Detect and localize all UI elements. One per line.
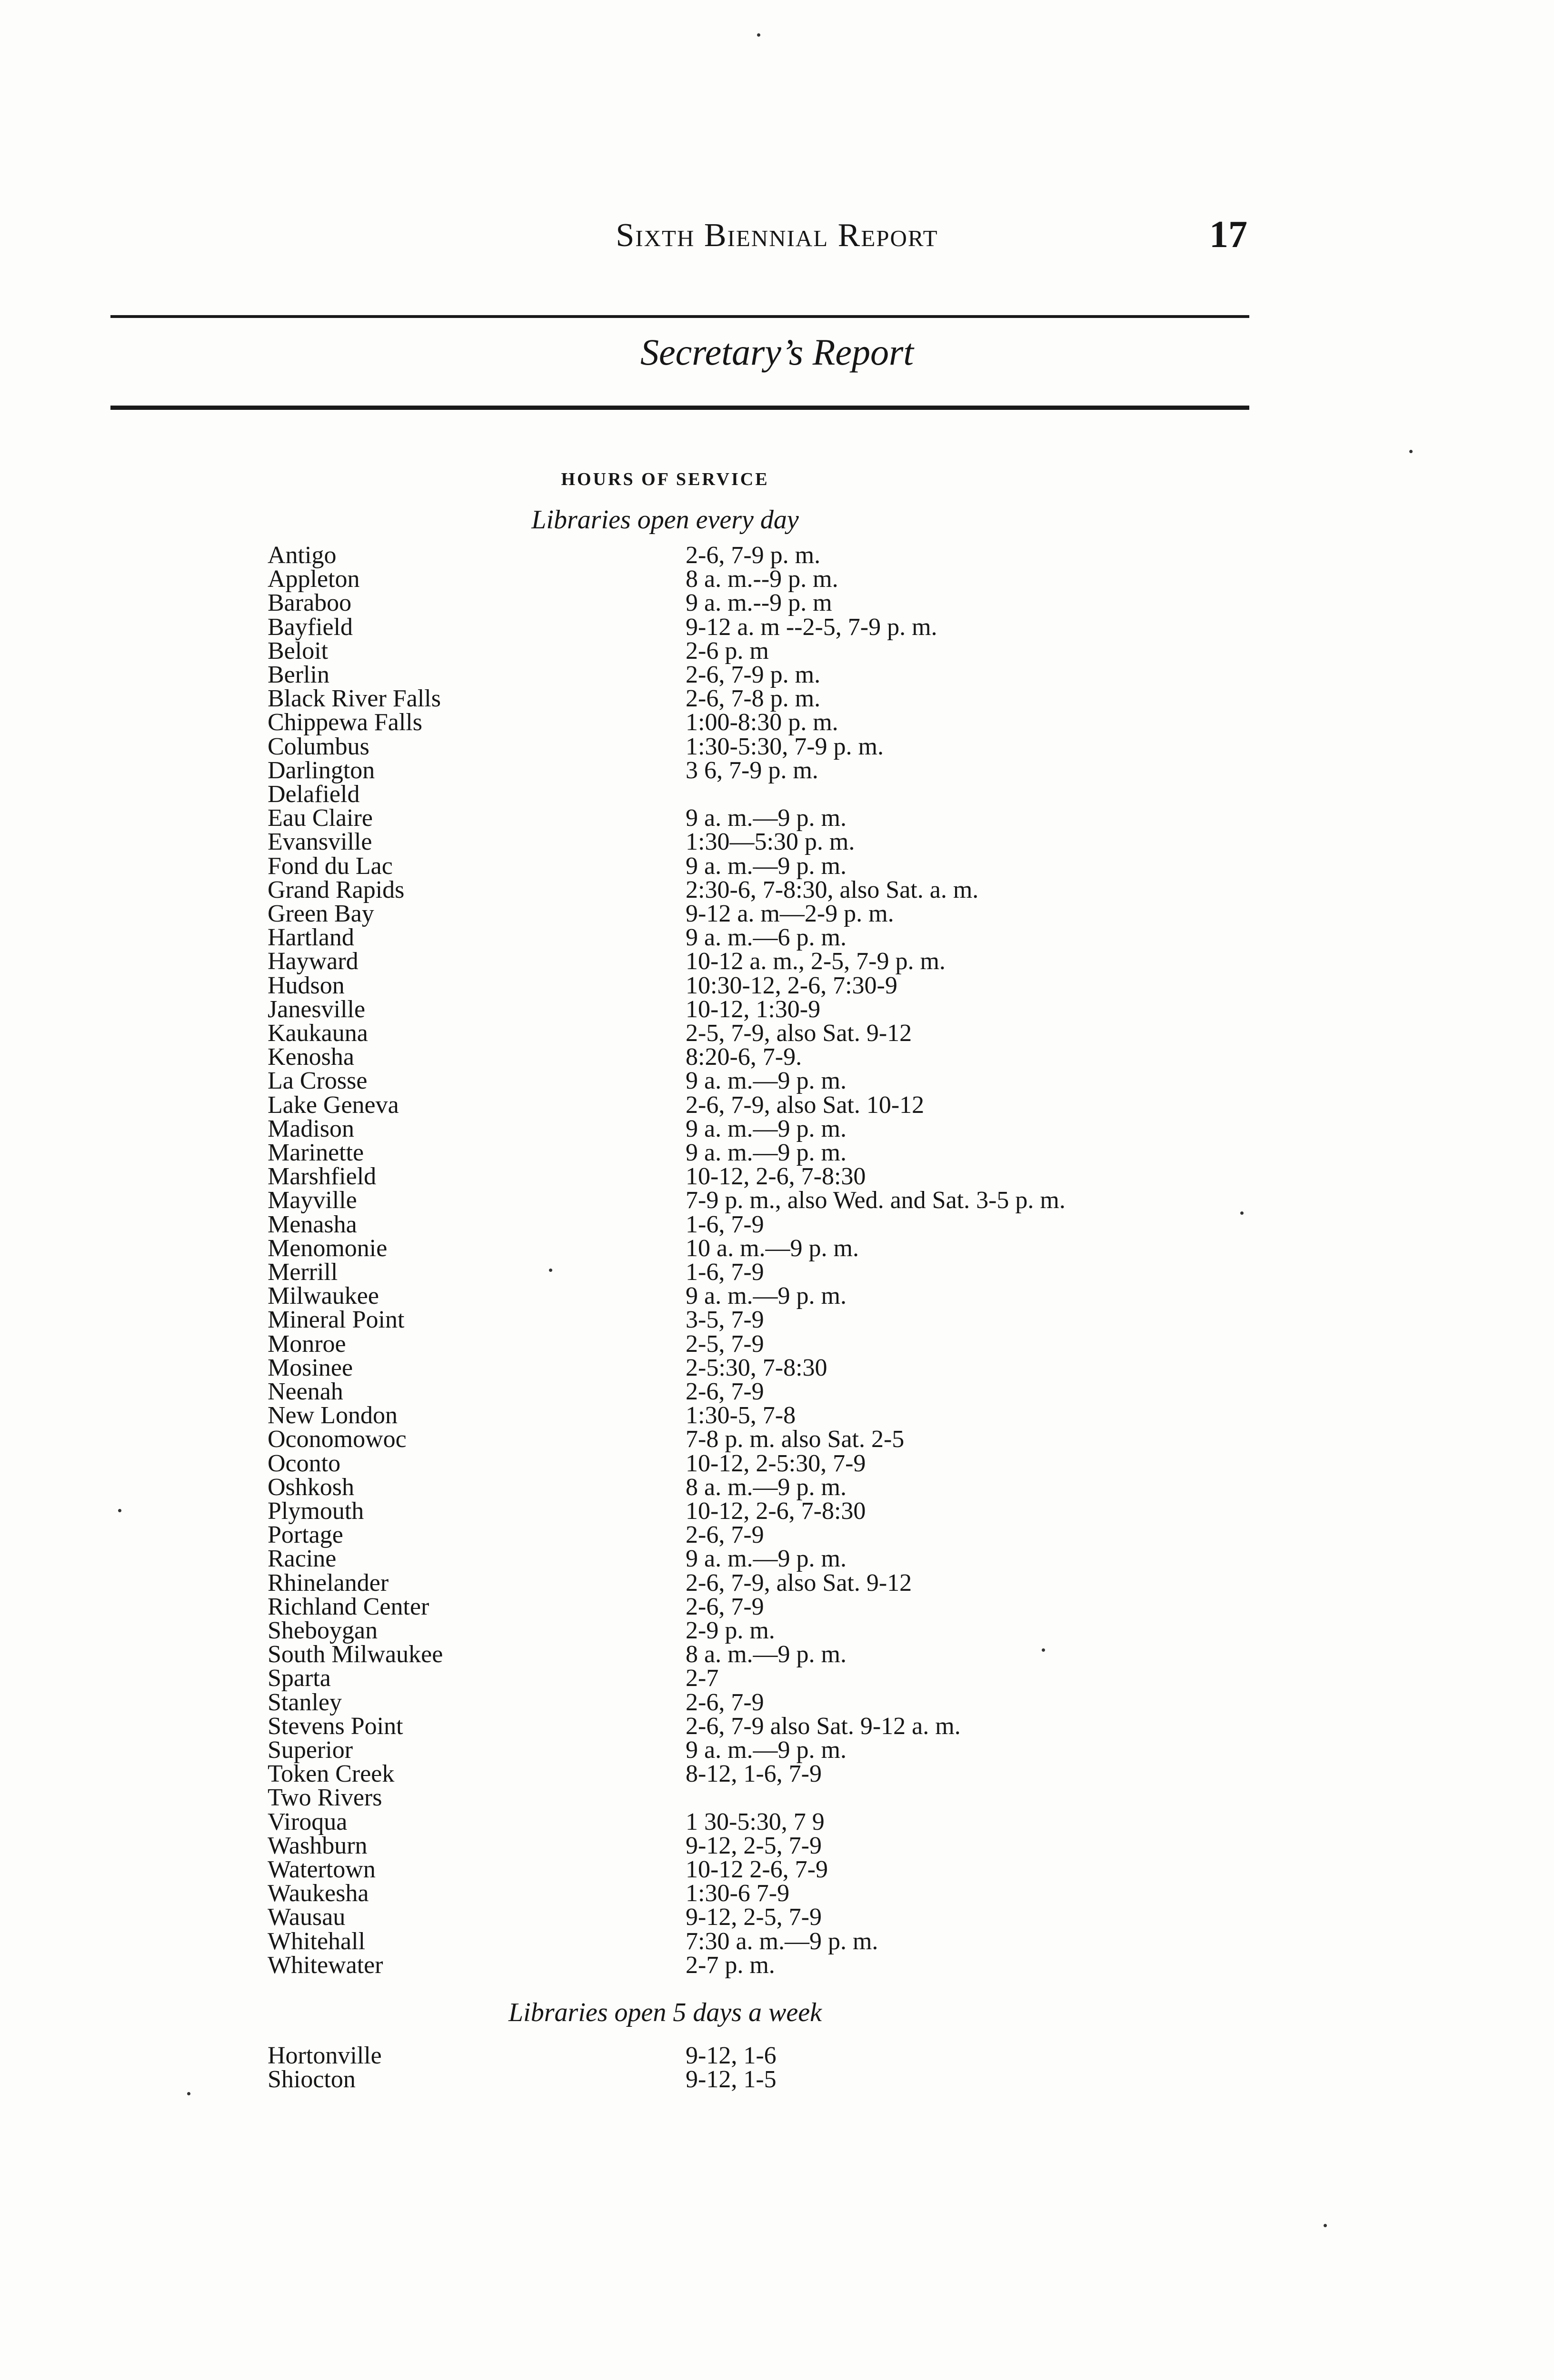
library-hours: 2-5, 7-9 [686,1330,764,1358]
library-hours: 8:20-6, 7-9. [686,1043,802,1071]
library-hours: 9 a. m.—9 p. m. [686,1067,847,1094]
library-name: South Milwaukee [268,1641,443,1668]
table-row [0,1882,1554,1905]
library-hours: 9 a. m.—9 p. m. [686,804,847,832]
library-hours: 8 a. m.--9 p. m. [686,565,838,593]
table-row [0,1069,1554,1093]
table-row [0,1476,1554,1499]
library-hours: 2-6, 7-9 [686,1689,764,1716]
table-row [0,1428,1554,1451]
table-row [0,663,1554,687]
library-name: Token Creek [268,1760,395,1787]
table-row [0,615,1554,639]
library-hours: 9-12, 2-5, 7-9 [686,1904,822,1931]
library-name: Grand Rapids [268,876,405,903]
table-row [0,806,1554,830]
table-row [0,1619,1554,1643]
library-name: Menomonie [268,1235,388,1262]
table-row [0,1643,1554,1666]
library-hours: 10-12 a. m., 2-5, 7-9 p. m. [686,948,946,975]
library-name: Green Bay [268,900,374,927]
library-hours: 3-5, 7-9 [686,1306,764,1333]
table-row [0,1165,1554,1189]
library-hours: 2-7 [686,1665,719,1692]
table-row [0,2068,1554,2092]
table-row [0,926,1554,950]
library-name: Sparta [268,1665,331,1692]
table-row [0,1332,1554,1356]
library-hours: 7-9 p. m., also Wed. and Sat. 3-5 p. m. [686,1187,1066,1214]
table-row [0,759,1554,783]
library-name: Whitewater [268,1952,383,1979]
table-row [0,1189,1554,1212]
library-name: Appleton [268,565,360,593]
library-name: Baraboo [268,589,352,616]
scan-speck [549,1269,552,1272]
library-name: Darlington [268,757,375,784]
library-hours: 10:30-12, 2-6, 7:30-9 [686,972,897,999]
library-name: Plymouth [268,1497,364,1525]
table-row [0,1547,1554,1571]
library-name: Stevens Point [268,1713,403,1740]
library-name: Superior [268,1736,353,1764]
library-name: Oconto [268,1450,341,1477]
library-name: Stanley [268,1689,342,1716]
table-row [0,1093,1554,1117]
library-name: Hortonville [268,2042,382,2069]
library-name: Kenosha [268,1043,354,1071]
library-hours: 2-6, 7-9, also Sat. 9-12 [686,1569,912,1597]
library-name: Mosinee [268,1354,353,1381]
library-hours: 2-6, 7-9 [686,1593,764,1620]
table-row [0,1595,1554,1619]
library-hours: 1:00-8:30 p. m. [686,709,838,736]
library-hours: 7-8 p. m. also Sat. 2-5 [686,1426,905,1453]
library-hours: 1:30-5, 7-8 [686,1402,796,1429]
table-row [0,1834,1554,1858]
library-name: Beloit [268,637,329,664]
library-hours: 9 a. m.—9 p. m. [686,1545,847,1572]
table-row [0,1213,1554,1237]
library-hours: 2-6, 7-9, also Sat. 10-12 [686,1091,925,1119]
table-row [0,735,1554,759]
library-hours: 9 a. m.—9 p. m. [686,1736,847,1764]
table-row [0,950,1554,973]
library-name: Marshfield [268,1163,377,1190]
table-row [0,591,1554,615]
library-hours: 2-6, 7-9 [686,1521,764,1548]
table-row [0,1810,1554,1834]
library-hours: 7:30 a. m.—9 p. m. [686,1928,878,1955]
library-name: Merrill [268,1259,338,1286]
table-row [0,830,1554,854]
library-hours: 9 a. m.—9 p. m. [686,853,847,880]
library-hours: 2:30-6, 7-8:30, also Sat. a. m. [686,876,979,903]
table-row [0,1260,1554,1284]
library-name: Antigo [268,542,337,569]
library-name: Lake Geneva [268,1091,399,1119]
table-row [0,1762,1554,1786]
library-name: Milwaukee [268,1282,379,1309]
table-row [0,1045,1554,1069]
top-rule [110,315,1249,318]
library-name: Oshkosh [268,1474,355,1501]
table-row [0,1237,1554,1260]
table-row [0,998,1554,1021]
table-row [0,1117,1554,1141]
library-hours: 9-12, 1-5 [686,2066,777,2093]
table-row [0,783,1554,806]
group-subheading: Libraries open 5 days a week [508,1998,822,2027]
table-row [0,1905,1554,1929]
table-row [0,1356,1554,1380]
library-hours: 1 30-5:30, 7 9 [686,1808,825,1835]
library-hours: 2-6, 7-9 p. m. [686,542,821,569]
table-row [0,544,1554,567]
library-name: Oconomowoc [268,1426,407,1453]
library-name: Sheboygan [268,1617,378,1644]
library-hours: 2-6, 7-9 also Sat. 9-12 a. m. [686,1713,961,1740]
library-name: Waukesha [268,1880,369,1907]
library-name: Watertown [268,1856,376,1883]
scan-speck [1240,1211,1244,1215]
library-hours: 2-7 p. m. [686,1952,775,1979]
library-name: Rhinelander [268,1569,389,1597]
library-name: Hartland [268,924,354,951]
library-hours: 10-12, 2-6, 7-8:30 [686,1163,866,1190]
library-name: Richland Center [268,1593,429,1620]
table-row [0,1858,1554,1882]
library-hours: 9-12 a. m—2-9 p. m. [686,900,894,927]
library-hours: 2-5:30, 7-8:30 [686,1354,827,1381]
library-hours: 1:30—5:30 p. m. [686,828,855,855]
library-name: Two Rivers [268,1784,382,1811]
library-name: Evansville [268,828,372,855]
scan-speck [757,33,760,37]
table-row [0,1738,1554,1762]
bottom-rule [110,406,1249,410]
library-hours: 10-12, 2-5:30, 7-9 [686,1450,866,1477]
scan-speck [1324,2224,1327,2227]
table-row [0,1308,1554,1332]
library-name: Monroe [268,1330,346,1358]
table-row [0,567,1554,591]
table-row [0,1404,1554,1428]
library-hours: 2-6, 7-9 p. m. [686,661,821,688]
library-name: Kaukauna [268,1020,368,1047]
table-row [0,974,1554,998]
library-name: Mineral Point [268,1306,405,1333]
library-name: Racine [268,1545,337,1572]
library-hours: 8 a. m.—9 p. m. [686,1641,847,1668]
library-hours: 9 a. m.—9 p. m. [686,1115,847,1142]
scan-speck [118,1509,121,1512]
table-row [0,1691,1554,1715]
library-hours: 2-9 p. m. [686,1617,775,1644]
library-hours: 9 a. m.—9 p. m. [686,1282,847,1309]
table-row [0,902,1554,926]
library-name: Wausau [268,1904,346,1931]
library-hours: 2-6, 7-9 [686,1378,764,1405]
library-name: Black River Falls [268,685,441,712]
table-row [0,1380,1554,1404]
scan-speck [1409,450,1413,453]
library-name: Whitehall [268,1928,366,1955]
library-name: Madison [268,1115,354,1142]
library-hours: 1:30-6 7-9 [686,1880,790,1907]
scan-speck [187,2092,190,2095]
table-row [0,1141,1554,1165]
library-hours: 8 a. m.—9 p. m. [686,1474,847,1501]
library-name: Berlin [268,661,329,688]
table-row [0,1021,1554,1045]
table-row [0,1930,1554,1954]
library-name: Marinette [268,1139,364,1166]
library-hours: 9-12, 1-6 [686,2042,777,2069]
library-name: New London [268,1402,398,1429]
table-row [0,1571,1554,1595]
library-name: Shiocton [268,2066,356,2093]
section-title: Secretary’s Report [640,331,914,373]
library-hours: 8-12, 1-6, 7-9 [686,1760,822,1787]
library-hours: 9-12, 2-5, 7-9 [686,1832,822,1859]
hours-of-service-heading: HOURS OF SERVICE [561,469,769,489]
table-row [0,2044,1554,2068]
table-row [0,1954,1554,1977]
library-name: Hayward [268,948,359,975]
scan-speck [1042,1648,1045,1652]
library-name: Viroqua [268,1808,348,1835]
library-name: Washburn [268,1832,368,1859]
running-title: Sixth Biennial Report [616,217,938,254]
page-number: 17 [1209,214,1247,256]
library-hours: 9-12 a. m --2-5, 7-9 p. m. [686,614,937,641]
table-row [0,1523,1554,1547]
library-name: Janesville [268,996,366,1023]
library-hours: 9 a. m.—9 p. m. [686,1139,847,1166]
library-name: Neenah [268,1378,343,1405]
library-name: Mayville [268,1187,357,1214]
table-row [0,1499,1554,1523]
library-name: Bayfield [268,614,353,641]
library-name: Eau Claire [268,804,373,832]
table-row [0,711,1554,734]
table-row [0,1786,1554,1810]
library-hours: 2-6 p. m [686,637,769,664]
library-hours: 10-12 2-6, 7-9 [686,1856,828,1883]
table-row [0,1452,1554,1476]
library-hours: 1-6, 7-9 [686,1259,764,1286]
table-row [0,687,1554,711]
library-hours: 1:30-5:30, 7-9 p. m. [686,733,884,760]
table-row [0,854,1554,878]
library-name: Fond du Lac [268,853,393,880]
table-row [0,878,1554,902]
library-name: Delafield [268,781,360,808]
library-name: Columbus [268,733,369,760]
library-name: La Crosse [268,1067,368,1094]
library-name: Menasha [268,1211,357,1238]
library-hours: 2-6, 7-8 p. m. [686,685,821,712]
library-name: Portage [268,1521,343,1548]
library-hours: 10-12, 1:30-9 [686,996,821,1023]
table-row [0,639,1554,663]
library-hours: 10-12, 2-6, 7-8:30 [686,1497,866,1525]
library-hours: 2-5, 7-9, also Sat. 9-12 [686,1020,912,1047]
library-hours: 3 6, 7-9 p. m. [686,757,818,784]
table-row [0,1284,1554,1308]
library-hours: 10 a. m.—9 p. m. [686,1235,859,1262]
library-hours: 1-6, 7-9 [686,1211,764,1238]
library-hours: 9 a. m.—6 p. m. [686,924,847,951]
library-hours: 9 a. m.--9 p. m [686,589,832,616]
group-subheading: Libraries open every day [531,505,799,535]
library-name: Hudson [268,972,345,999]
table-row [0,1715,1554,1738]
table-row [0,1666,1554,1690]
library-name: Chippewa Falls [268,709,422,736]
